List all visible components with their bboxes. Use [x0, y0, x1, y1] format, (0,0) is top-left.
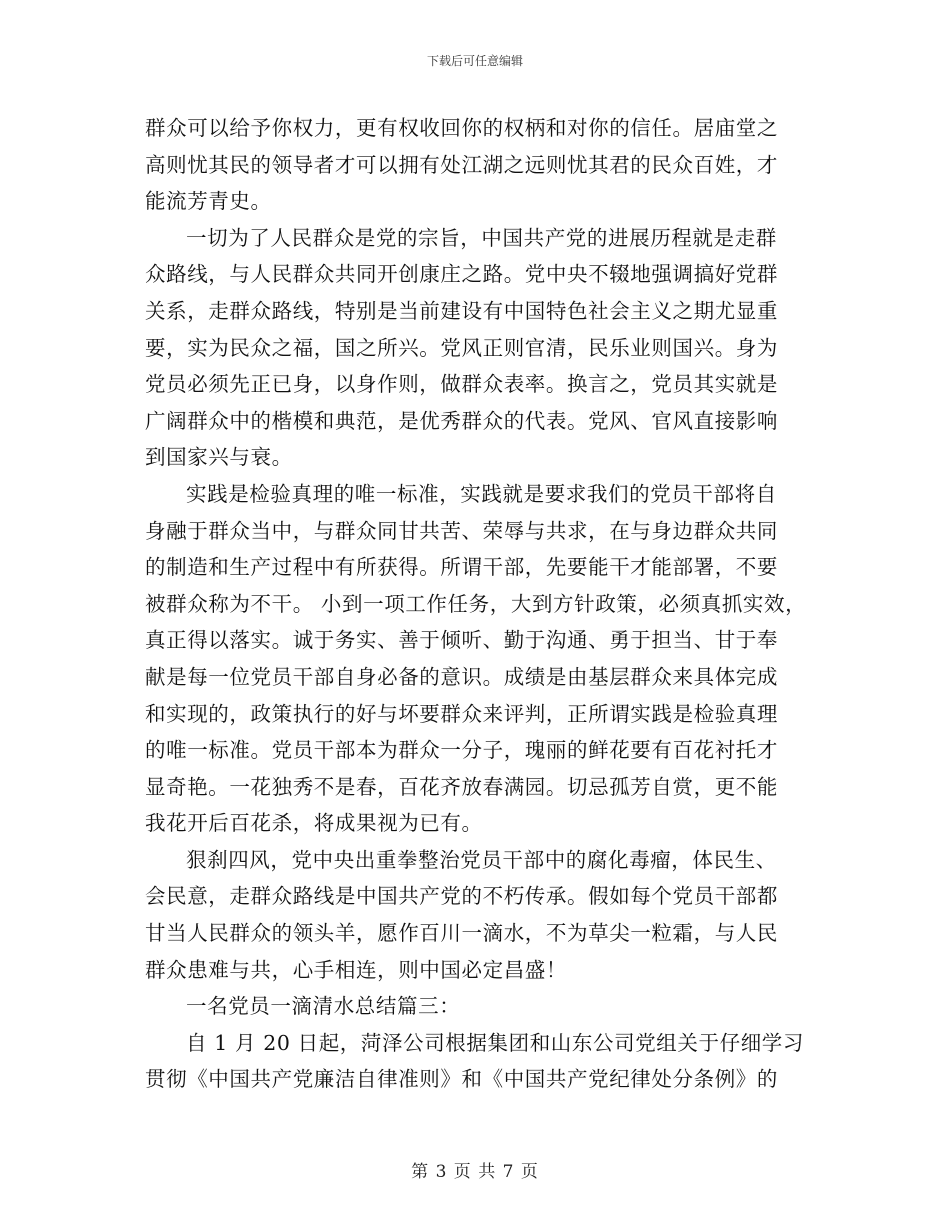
text-line: 贯彻《中国共产党廉洁自律准则》和《中国共产党纪律处分条例》的 — [145, 1067, 778, 1092]
page-header: 下载后可任意编辑 — [426, 54, 523, 68]
text-line: 我花开后百花杀，将成果视为已有。 — [145, 811, 483, 836]
text-line: 实践是检验真理的唯一标准，实践就是要求我们的党员干部将自 — [186, 481, 777, 506]
text-line: 到国家兴与衰。 — [145, 445, 293, 470]
text-line: 要，实为民众之福，国之所兴。党风正则官清，民乐业则国兴。身为 — [145, 335, 778, 360]
page-number-footer: 第 3 页 共 7 页 — [411, 1162, 539, 1182]
text-line: 献是每一位党员干部自身必备的意识。成绩是由基层群众来具体完成 — [145, 664, 778, 689]
document-body — [145, 110, 805, 1098]
text-line: 甘当人民群众的领头羊，愿作百川一滴水，不为草尖一粒霜，与人民 — [145, 921, 778, 946]
text-line: 关系，走群众路线，特别是当前建设有中国特色社会主义之期尤显重 — [145, 298, 778, 323]
text-line: 党员必须先正已身，以身作则，做群众表率。换言之，党员其实就是 — [145, 372, 778, 397]
text-line: 自 1 月 20 日起，菏泽公司根据集团和山东公司党组关于仔细学习 — [186, 1030, 804, 1055]
text-line: 众路线，与人民群众共同开创康庄之路。党中央不辍地强调搞好党群 — [145, 262, 778, 287]
text-line: 狠刹四风，党中央出重拳整治党员干部中的腐化毒瘤，体民生、 — [186, 847, 777, 872]
text-line: 的唯一标准。党员干部本为群众一分子，瑰丽的鲜花要有百花衬托才 — [145, 738, 778, 763]
text-line: 身融于群众当中，与群众同甘共苦、荣辱与共求，在与身边群众共同 — [145, 518, 778, 543]
text-line: 群众可以给予你权力，更有权收回你的权柄和对你的信任。居庙堂之 — [145, 116, 778, 140]
text-line: 高则忧其民的领导者才可以拥有处江湖之远则忧其君的民众百姓，才 — [145, 152, 778, 177]
text-line: 的制造和生产过程中有所获得。所谓干部，先要能干才能部署，不要 — [145, 555, 778, 580]
text-line: 和实现的，政策执行的好与坏要群众来评判，正所谓实践是检验真理 — [145, 701, 778, 726]
text-line: 一切为了人民群众是党的宗旨，中国共产党的进展历程就是走群 — [186, 225, 777, 250]
text-line: 真正得以落实。诚于务实、善于倾听、勤于沟通、勇于担当、甘于奉 — [145, 628, 778, 653]
text-line: 显奇艳。一花独秀不是春，百花齐放春满园。切忌孤芳自赏，更不能 — [145, 774, 778, 799]
text-line: 群众患难与共，心手相连，则中国必定昌盛！ — [145, 957, 567, 982]
text-line: 能流芳青史。 — [145, 189, 272, 214]
text-line: 被群众称为不干。 小到一项工作任务，大到方针政策，必须真抓实效， — [145, 591, 807, 616]
text-line: 广阔群众中的楷模和典范，是优秀群众的代表。党风、官风直接影响 — [145, 408, 778, 433]
text-line: 会民意，走群众路线是中国共产党的不朽传承。假如每个党员干部都 — [145, 884, 778, 909]
text-line: 一名党员一滴清水总结篇三： — [186, 994, 461, 1019]
